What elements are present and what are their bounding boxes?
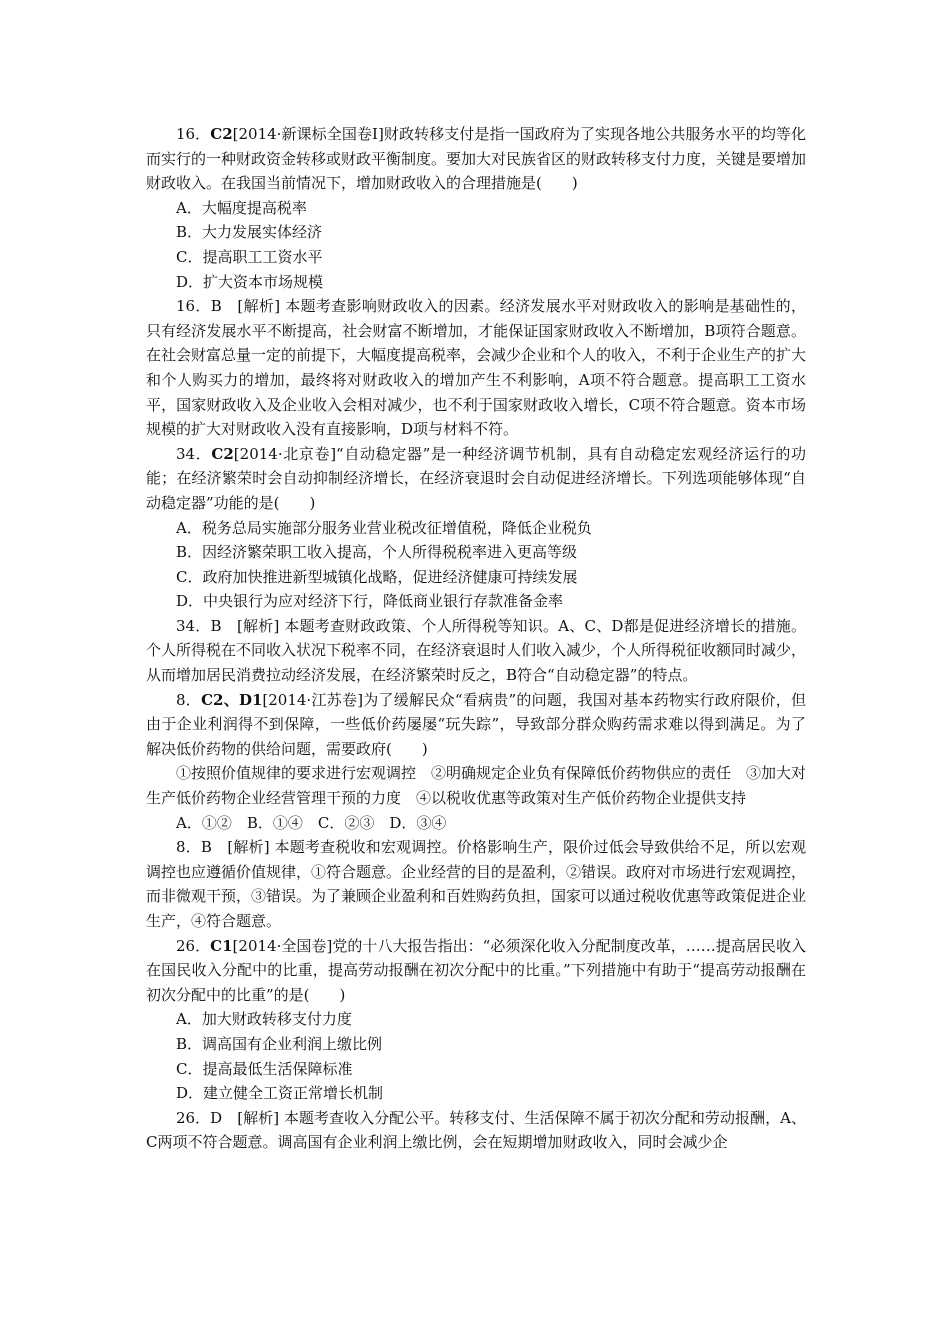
question-34-option-a: A．税务总局实施部分服务业营业税改征增值税，降低企业税负 — [176, 518, 592, 537]
question-26-option-a: A．加大财政转移支付力度 — [176, 1010, 352, 1029]
question-16-stem: 16．C2[2014·新课标全国卷Ⅰ]财政转移支付是指一国政府为了实现各地公共服务水平的均等化而实行的一种财政资金转移或财政平衡制度。要加大对民族省区的财政转移支付力度，关键是要增加财政收入。在我国当前情况下，增加财政收入的合理措施是( ) — [146, 125, 807, 193]
question-26-option-c: C．提高最低生活保障标准 — [176, 1059, 353, 1078]
question-26-stem: 26．C1[2014·全国卷]党的十八大报告指出：“必须深化收入分配制度改革，……提高居民收入在国民收入分配中的比重，提高劳动报酬在初次分配中的比重。”下列措施中有助于“提高劳动报酬在初次分配中的比重”的是( ) — [146, 936, 806, 1004]
question-26-option-d: D．建立健全工资正常增长机制 — [176, 1084, 384, 1103]
question-26-option-b: B．调高国有企业利润上缴比例 — [176, 1034, 383, 1053]
question-34-stem: 34．C2[2014·北京卷]“自动稳定器”是一种经济调节机制，具有自动稳定宏观经济运行的功能；在经济繁荣时会自动抑制经济增长，在经济衰退时会自动促进经济增长。下列选项能够体现“自动稳定器”功能的是( ) — [146, 444, 806, 512]
question-16-option-c: C．提高职工工资水平 — [176, 247, 323, 266]
question-8-stem: 8．C2、D1[2014·江苏卷]为了缓解民众“看病贵”的问题，我国对基本药物实行政府限价，但由于企业利润得不到保障，一些低价药屡屡“玩失踪”，导致部分群众购药需求难以得到满足。为了解决低价药物的供给问题，需要政府( ) — [146, 690, 806, 758]
question-26-answer: 26．D [解析] 本题考查收入分配公平。转移支付、生活保障不属于初次分配和劳动报酬，A、C两项不符合题意。调高国有企业利润上缴比例，会在短期增加财政收入，同时会减少企 — [146, 1108, 806, 1152]
question-34-option-d: D．中央银行为应对经济下行，降低商业银行存款准备金率 — [176, 592, 564, 611]
question-16-answer: 16．B [解析] 本题考查影响财政收入的因素。经济发展水平对财政收入的影响是基础性的，只有经济发展水平不断提高，社会财富不断增加，才能保证国家财政收入不断增加，B项符合题意。在社会财富总量一定的前提下，大幅度提高税率，会减少企业和个人的收入，不利于企业生产的扩大和个人购买力的增加，最终将对财政收入的增加产生不利影响，A项不符合题意。提高职工工资水平，国家财政收入及企业收入会相对减少，也不利于国家财政收入增长，C项不符合题意。资本市场规模的扩大对财政收入没有直接影响，D项与材料不符。 — [146, 297, 807, 439]
document-page — [146, 122, 806, 1155]
question-8-answer: 8．B [解析] 本题考查税收和宏观调控。价格影响生产，限价过低会导致供给不足，所以宏观调控也应遵循价值规律，①符合题意。企业经营的目的是盈利，②错误。政府对市场进行宏观调控，而非微观干预，③错误。为了兼顾企业盈利和百姓购药负担，国家可以通过税收优惠等政策促进企业生产，④符合题意。 — [146, 838, 807, 930]
question-16-option-d: D．扩大资本市场规模 — [176, 272, 324, 291]
question-16-option-b: B．大力发展实体经济 — [176, 223, 323, 242]
question-8-options: A．①② B．①④ C．②③ D．③④ — [176, 813, 447, 832]
question-16-option-a: A．大幅度提高税率 — [176, 198, 307, 217]
question-34-answer: 34．B [解析] 本题考查财政政策、个人所得税等知识。A、C、D都是促进经济增长的措施。个人所得税在不同收入状况下税率不同，在经济衰退时人们收入减少，个人所得税征收额同时减少，从而增加居民消费拉动经济发展，在经济繁荣时反之，B符合“自动稳定器”的特点。 — [146, 616, 807, 685]
question-8-items: ①按照价值规律的要求进行宏观调控 ②明确规定企业负有保障低价药物供应的责任 ③加大对生产低价药物企业经营管理干预的力度 ④以税收优惠等政策对生产低价药物企业提供支持 — [146, 764, 807, 808]
question-34-option-b: B．因经济繁荣职工收入提高，个人所得税税率进入更高等级 — [176, 543, 578, 562]
question-34-option-c: C．政府加快推进新型城镇化战略，促进经济健康可持续发展 — [176, 567, 578, 586]
